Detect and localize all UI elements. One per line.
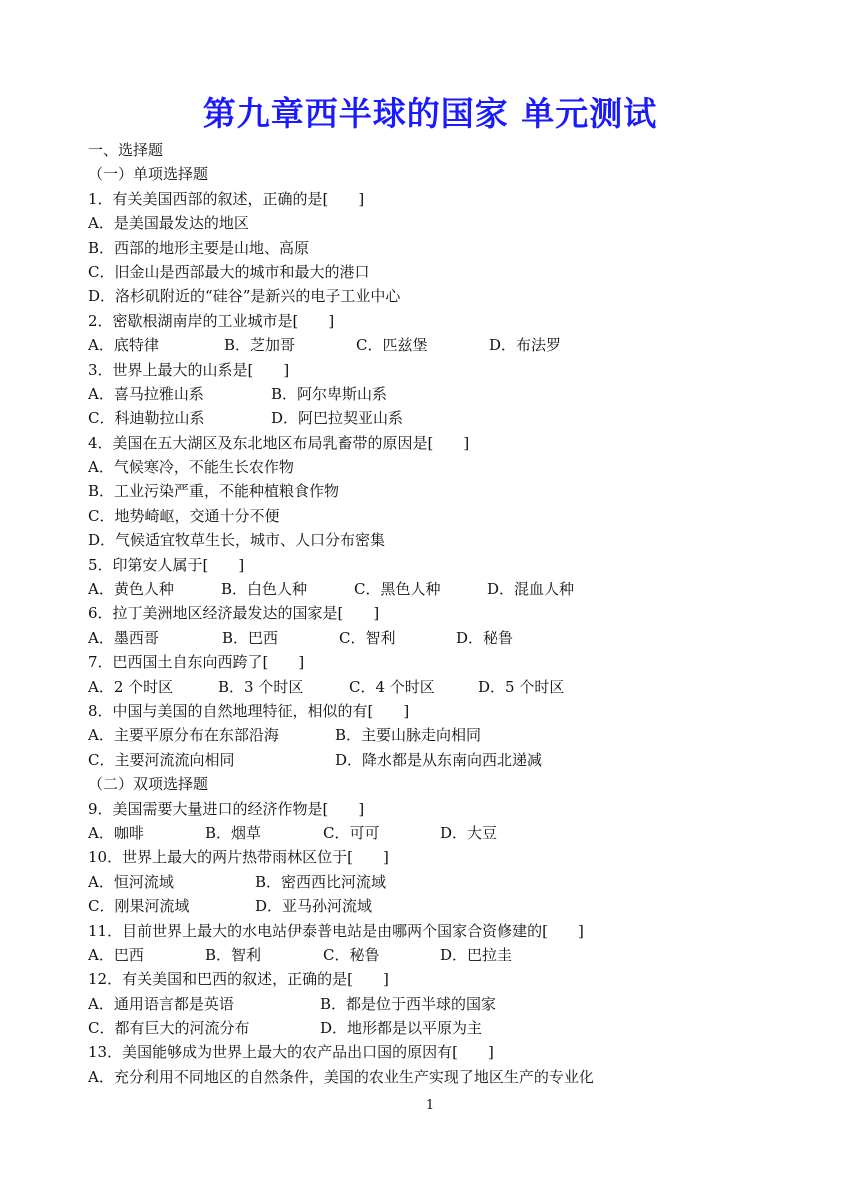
answer-option: A．通用语言都是英语 <box>88 994 234 1013</box>
text-line: 10．世界上最大的两片热带雨林区位于[ ] <box>88 848 389 867</box>
answer-option: A．恒河流域 <box>88 872 174 891</box>
options-row <box>88 894 788 918</box>
text-line: 9．美国需要大量进口的经济作物是[ ] <box>88 799 365 818</box>
text-line: A．是美国最发达的地区 <box>88 214 249 233</box>
text-line: C．旧金山是西部最大的城市和最大的港口 <box>88 262 370 281</box>
options-row <box>88 406 788 430</box>
answer-option: C．4 个时区 <box>349 677 435 696</box>
text-line: 一、选择题 <box>88 141 164 159</box>
answer-option: B．主要山脉走向相同 <box>335 726 482 745</box>
options-row <box>88 333 788 357</box>
answer-option: C．可可 <box>323 823 380 842</box>
answer-option: B．智利 <box>205 945 262 964</box>
options-row <box>88 382 788 406</box>
options-row <box>88 626 788 650</box>
text-line: 6．拉丁美洲地区经济最发达的国家是[ ] <box>88 604 380 623</box>
answer-option: C．秘鲁 <box>323 945 380 964</box>
answer-option: C．刚果河流域 <box>88 897 190 916</box>
answer-option: A．黄色人种 <box>88 580 174 599</box>
answer-option: B．3 个时区 <box>218 677 304 696</box>
answer-option: A．主要平原分布在东部沿海 <box>88 726 279 745</box>
options-row <box>88 992 788 1016</box>
answer-option: D．5 个时区 <box>478 677 565 696</box>
answer-option: B．巴西 <box>222 628 279 647</box>
document-title: 第九章西半球的国家 单元测试 <box>202 94 658 133</box>
answer-option: D．秘鲁 <box>456 628 514 647</box>
text-line: A．充分利用不同地区的自然条件，美国的农业生产实现了地区生产的专业化 <box>88 1067 594 1086</box>
text-line: A．气候寒冷，不能生长农作物 <box>88 458 294 477</box>
answer-option: B．阿尔卑斯山系 <box>271 384 388 403</box>
options-row <box>88 821 788 845</box>
answer-option: D．布法罗 <box>489 336 562 355</box>
answer-option: A．喜马拉雅山系 <box>88 384 204 403</box>
text-line: 11．目前世界上最大的水电站伊泰普电站是由哪两个国家合资修建的[ ] <box>88 921 584 940</box>
text-line: 12．有关美国和巴西的叙述，正确的是[ ] <box>88 970 389 989</box>
page-number: 1 <box>425 1098 435 1113</box>
options-row <box>88 1016 788 1040</box>
text-line: 7．巴西国土自东向西跨了[ ] <box>88 653 305 672</box>
answer-option: C．都有巨大的河流分布 <box>88 1019 250 1038</box>
text-line: 13．美国能够成为世界上最大的农产品出口国的原因有[ ] <box>88 1043 494 1062</box>
options-row <box>88 870 788 894</box>
answer-option: B．烟草 <box>205 823 262 842</box>
answer-option: A．巴西 <box>88 945 144 964</box>
answer-option: B．密西西比河流域 <box>255 872 387 891</box>
answer-option: D．阿巴拉契亚山系 <box>271 409 404 428</box>
answer-option: B．白色人种 <box>221 580 308 599</box>
answer-option: D．大豆 <box>440 823 498 842</box>
answer-option: C．匹兹堡 <box>356 336 428 355</box>
answer-option: A．咖啡 <box>88 823 144 842</box>
answer-option: D．巴拉圭 <box>440 945 513 964</box>
text-line: 8．中国与美国的自然地理特征，相似的有[ ] <box>88 701 410 720</box>
answer-option: C．黑色人种 <box>354 580 441 599</box>
answer-option: D．降水都是从东南向西北递减 <box>335 750 543 769</box>
text-line: （一）单项选择题 <box>88 165 209 184</box>
text-line: B．西部的地形主要是山地、高原 <box>88 238 310 257</box>
text-line: （二）双项选择题 <box>88 775 209 794</box>
answer-option: D．亚马孙河流域 <box>255 897 373 916</box>
answer-option: C．主要河流流向相同 <box>88 750 235 769</box>
answer-option: D．混血人种 <box>487 580 575 599</box>
text-line: 3．世界上最大的山系是[ ] <box>88 360 290 379</box>
options-row <box>88 577 788 601</box>
text-line: 5．印第安人属于[ ] <box>88 555 245 574</box>
document-body <box>88 138 788 1089</box>
text-line: 4．美国在五大湖区及东北地区布局乳畜带的原因是[ ] <box>88 433 470 452</box>
text-line: B．工业污染严重，不能种植粮食作物 <box>88 482 340 501</box>
options-row <box>88 723 788 747</box>
answer-option: C．智利 <box>339 628 396 647</box>
options-row <box>88 675 788 699</box>
text-line: 2．密歇根湖南岸的工业城市是[ ] <box>88 311 335 330</box>
options-row <box>88 943 788 967</box>
answer-option: A．2 个时区 <box>88 677 174 696</box>
answer-option: B．都是位于西半球的国家 <box>320 994 497 1013</box>
answer-option: A．底特律 <box>88 336 159 355</box>
answer-option: C．科迪勒拉山系 <box>88 409 205 428</box>
text-line: D．气候适宜牧草生长，城市、人口分布密集 <box>88 531 386 550</box>
text-line: D．洛杉矶附近的“硅谷”是新兴的电子工业中心 <box>88 287 401 306</box>
answer-option: D．地形都是以平原为主 <box>320 1019 483 1038</box>
options-row <box>88 748 788 772</box>
text-line: C．地势崎岖，交通十分不便 <box>88 506 280 525</box>
answer-option: B．芝加哥 <box>224 336 296 355</box>
text-line: 1．有关美国西部的叙述，正确的是[ ] <box>88 189 365 208</box>
answer-option: A．墨西哥 <box>88 628 159 647</box>
